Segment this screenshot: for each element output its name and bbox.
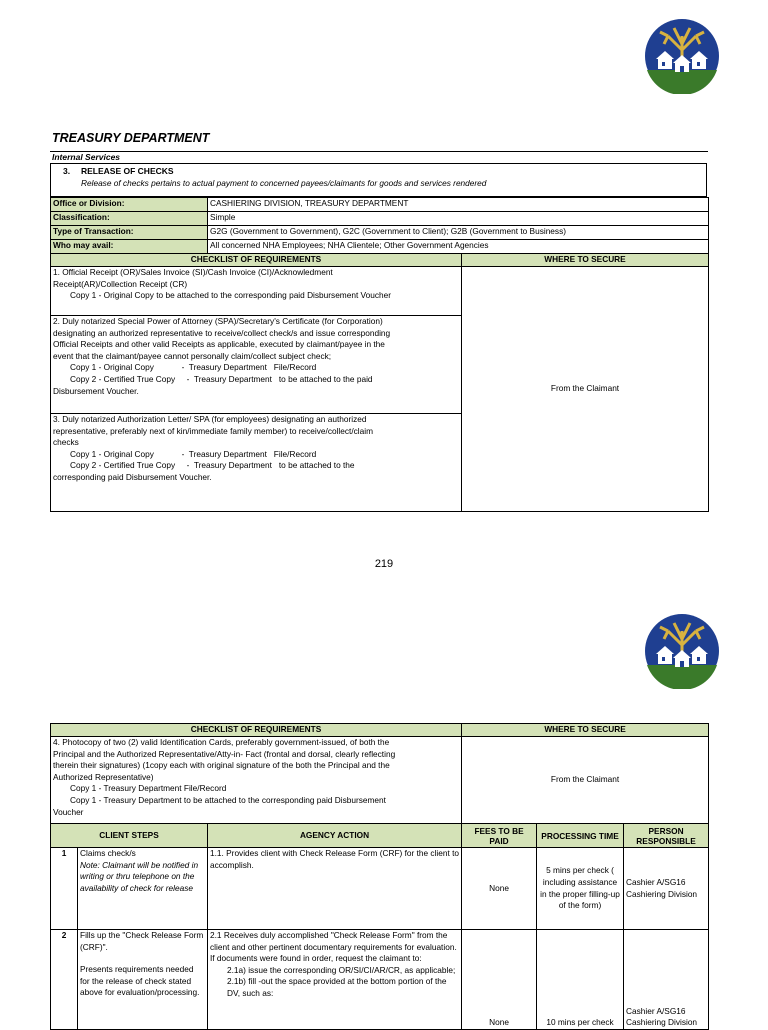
req-line: Principal and the Authorized Representative/Atty-in- Fact (frontal and dorsal, clearly reflecting [53,748,396,759]
req-line: 4. Photocopy of two (2) valid Identification Cards, preferably government-issued, of both the [53,737,390,747]
info-row [51,240,709,254]
agency-action [208,930,462,1030]
req-line: Voucher [53,806,84,817]
req-line: Authorized Representative) [53,771,154,782]
info-value: Simple [208,212,709,226]
client-step-text: Fills up the "Check Release Form (CRF)". [80,930,204,952]
info-value: All concerned NHA Employees; NHA Clientele; Other Government Agencies [208,240,709,254]
req-line: Copy 1 - Original Copy - Treasury Department File/Record [70,362,317,373]
agency-action-text: 2.1 Receives duly accomplished "Check Release Form" from the client and other pertinent documentary requirements for evaluation. If documents were found in order, request the claimant to: [210,930,457,964]
processing-time: 10 mins per check [537,930,624,1030]
info-value: CASHIERING DIVISION, TREASURY DEPARTMENT [208,198,709,212]
agency-action-sub: 2.1b) fill -out the space provided at the bottom portion of the DV, such as: [227,976,447,998]
where-to-secure-header: WHERE TO SECURE [462,254,709,267]
client-step [78,848,208,930]
service-title: RELEASE OF CHECKS [81,166,174,176]
req-line: Copy 1 - Treasury Department File/Record [70,783,227,794]
department-title: TREASURY DEPARTMENT [52,131,210,145]
info-label: Classification: [51,212,208,226]
checklist-header: CHECKLIST OF REQUIREMENTS [51,254,462,267]
client-step-note: Note: Claimant will be notified in writing or thru telephone on the availability of check for release [80,859,199,893]
processing-time: 5 mins per check ( including assistance in the proper filling-up of the form) [537,848,624,930]
service-description: Release of checks pertains to actual payment to concerned payees/claimants for goods and services rendered [81,178,487,188]
where-to-secure-value: From the Claimant [462,737,709,824]
nha-logo-icon [644,613,720,689]
fees [462,930,537,1030]
fees-header: FEES TO BE PAID [462,824,537,848]
step-row [51,848,709,930]
nha-logo-icon [644,18,720,94]
req-line: 1. Official Receipt (OR)/Sales Invoice (SI)/Cash Invoice (CI)/Acknowledment [53,267,333,277]
req-line: Copy 1 - Original Copy to be attached to the corresponding paid Disbursement Voucher [70,290,391,301]
person-responsible-header: PERSON RESPONSIBLE [624,824,709,848]
agency-action-sub: 2.1a) issue the corresponding OR/SI/CI/AR/CR, as applicable; [227,964,456,975]
person-responsible: Cashier A/SG16 Cashiering Division [624,848,709,930]
req-line: Receipt(AR)/Collection Receipt (CR) [53,278,188,289]
info-row [51,226,709,240]
client-step [78,930,208,1030]
req-line: Copy 1 - Original Copy - Treasury Department File/Record [70,448,317,459]
req-line: therein their signatures) (1copy each with original signature of the both the Principal and the [53,760,390,771]
req-line: Copy 1 - Treasury Department to be attached to the corresponding paid Disbursement [70,794,386,805]
req-line: event that the claimant/payee cannot personally claim/collect subject check; [53,350,332,361]
info-row [51,212,709,226]
agency-action-header: AGENCY ACTION [208,824,462,848]
info-value: G2G (Government to Government), G2C (Government to Client); G2B (Government to Business) [208,226,709,240]
title-rule [50,151,708,152]
service-info-table [50,197,709,254]
service-header-box [50,163,707,197]
client-steps-header: CLIENT STEPS [51,824,208,848]
req-line: Official Receipts and other valid Receipts as applicable, executed by claimant/payee in the [53,339,385,350]
section-label: Internal Services [52,152,121,162]
agency-action: 1.1. Provides client with Check Release Form (CRF) for the client to accomplish. [208,848,462,930]
person-responsible: Cashier A/SG16 Cashiering Division [624,930,709,1030]
service-number: 3. [63,166,71,176]
requirement-3 [51,414,462,512]
step-number: 2 [51,930,78,1030]
req-line: corresponding paid Disbursement Voucher. [53,471,212,482]
requirement-4 [51,737,462,824]
step-number: 1 [51,848,78,930]
info-label: Type of Transaction: [51,226,208,240]
requirement-1 [51,267,462,316]
client-step-text: Claims check/s [80,848,136,858]
req-line: Copy 2 - Certified True Copy - Treasury Department to be attached to the paid [70,373,373,384]
where-to-secure-header: WHERE TO SECURE [462,724,709,737]
info-label: Who may avail: [51,240,208,254]
fees: None [462,848,537,930]
checklist-table-page2 [50,723,709,1030]
req-line: checks [53,437,79,448]
page-number: 219 [374,558,394,570]
info-row [51,198,709,212]
checklist-header: CHECKLIST OF REQUIREMENTS [51,724,462,737]
req-line: designating an authorized representative to receive/collect check/s and issue corresponding [53,327,391,338]
req-line: 2. Duly notarized Special Power of Attorney (SPA)/Secretary's Certificate (for Corporation) [53,316,383,326]
req-line: Disbursement Voucher. [53,385,139,396]
fees-text: None [489,1017,509,1028]
req-line: 3. Duly notarized Authorization Letter/ SPA (for employees) designating an authorized [53,414,367,424]
step-row [51,930,709,1030]
req-line: representative, preferably next of kin/immediate family member) to receive/collect/claim [53,425,374,436]
req-line: Copy 2 - Certified True Copy - Treasury Department to be attached to the [70,460,355,471]
requirement-2 [51,316,462,414]
processing-time-header: PROCESSING TIME [537,824,624,848]
checklist-table-page1 [50,253,709,512]
client-step-note: Presents requirements needed for the release of check stated above for evaluation/processing. [80,964,200,998]
info-label: Office or Division: [51,198,208,212]
where-to-secure-value: From the Claimant [462,267,709,512]
